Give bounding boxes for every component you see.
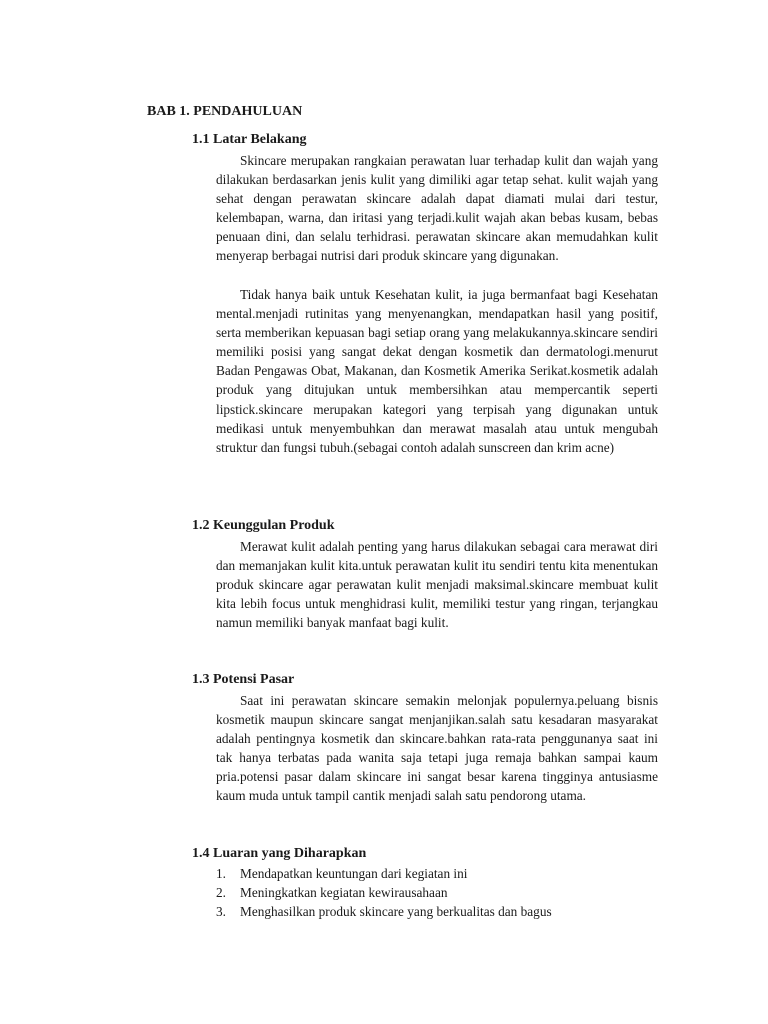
list-item bbox=[216, 883, 658, 902]
chapter-title: BAB 1. PENDAHULUAN bbox=[147, 104, 303, 119]
section-heading-keunggulan-produk: 1.2 Keunggulan Produk bbox=[192, 518, 335, 533]
section-heading-luaran: 1.4 Luaran yang Diharapkan bbox=[192, 846, 367, 861]
list-item-text: Meningkatkan kegiatan kewirausahaan bbox=[240, 885, 448, 901]
list-item-text: Mendapatkan keuntungan dari kegiatan ini bbox=[240, 866, 468, 881]
section-heading-potensi-pasar: 1.3 Potensi Pasar bbox=[192, 672, 295, 687]
list-item-number: 1. bbox=[216, 866, 226, 881]
paragraph-keunggulan-produk: Merawat kulit adalah penting yang harus dilakukan sebagai cara merawat diri dan memanjakan kulit kita.untuk perawatan kulit itu sendiri tentu kita menentukan produk skincare agar perawatan kulit menjadi maksimal.skincare membuat kulit kita lebih focus untuk menghidrasi kulit, memiliki testur yang ringan, terjangkau namun memiliki banyak manfaat bagi kulit. bbox=[216, 539, 658, 631]
paragraph-latar-belakang-1: Skincare merupakan rangkaian perawatan luar terhadap kulit dan wajah yang dilakukan berdasarkan jenis kulit yang dimiliki agar tetap sehat. kulit wajah yang sehat dengan perawatan skincare adalah dapat diamati mulai dari testur, kelembapan, warna, dan iritasi yang terjadi.kulit wajah akan bebas kusam, bebas penuaan dini, dan selalu terhidrasi. perawatan skincare akan memudahkan kulit menyerap berbagai nutrisi dari produk skincare yang digunakan. bbox=[216, 153, 658, 264]
luaran-list bbox=[216, 864, 658, 921]
list-item bbox=[216, 902, 658, 921]
list-item bbox=[216, 864, 658, 883]
list-item-number: 2. bbox=[216, 885, 226, 901]
section-heading-latar-belakang: 1.1 Latar Belakang bbox=[192, 132, 307, 147]
paragraph-latar-belakang-2: Tidak hanya baik untuk Kesehatan kulit, ia juga bermanfaat bagi Kesehatan mental.menjadi rutinitas yang menyenangkan, mendapatkan hasil yang positif, serta memberikan kepuasan bagi setiap orang yang melakukannya.skincare sendiri memiliki posisi yang sangat dekat dengan kosmetik dan dermatologi.menurut Badan Pengawas Obat, Makanan, dan Kosmetik Amerika Serikat.kosmetik adalah produk yang ditujukan untuk membersihkan atau mempercantik seperti lipstick.skincare merupakan kategori yang terpisah yang digunakan untuk medikasi untuk menyembuhkan dan merawat masalah atau untuk mengubah struktur dan fungsi tubuh.(sebagai contoh adalah sunscreen dan krim acne) bbox=[216, 287, 658, 455]
list-item-number: 3. bbox=[216, 904, 226, 920]
paragraph-potensi-pasar: Saat ini perawatan skincare semakin melonjak populernya.peluang bisnis kosmetik maupun skincare sangat menjanjikan.salah satu kesadaran masyarakat adalah pentingnya kosmetik dan skincare.bahkan rata-rata penggunanya saat ini tak hanya terbatas pada wanita saja tetapi juga remaja bahkan sampai kaum pria.potensi pasar dalam skincare ini sangat besar karena tingginya antusiasme kaum muda untuk tampil cantik menjadi salah satu pendorong utama. bbox=[216, 693, 658, 804]
list-item-text: Menghasilkan produk skincare yang berkualitas dan bagus bbox=[240, 904, 552, 920]
